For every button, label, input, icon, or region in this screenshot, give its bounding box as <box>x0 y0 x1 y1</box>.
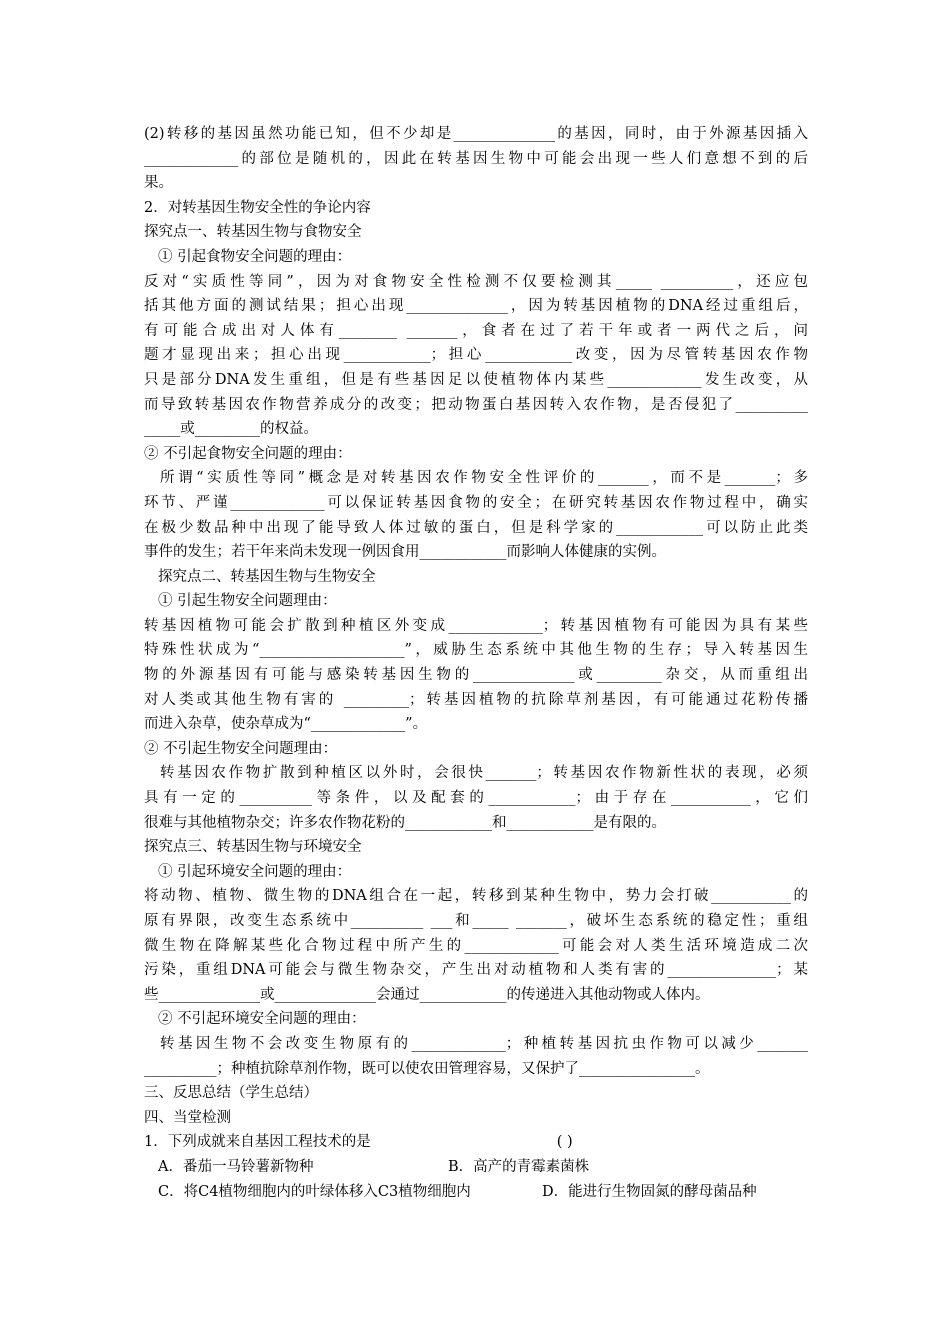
text-line: 只是部分DNA发生重组，但是有些基因足以使植物体内某些_____________发生改变，从 <box>144 371 808 388</box>
text-line: 原有界限，改变生态系统中__________ ___和_____ _______，破坏生态系统的稳定性；重组 <box>144 913 808 929</box>
text-line: 有可能合成出对人体有________ _______，食者在过了若干年或者一两代之后，问 <box>144 322 808 339</box>
text-line: 很难与其他植物杂交；许多农作物花粉的____________和____________是有限的。 <box>144 814 666 831</box>
question-stem-row <box>144 1130 808 1155</box>
text-line: 事件的发生；若干年来尚未发现一例因食用____________而影响人体健康的实例。 <box>144 544 666 561</box>
section-heading: 三、反思总结（学生总结） <box>144 1085 318 1102</box>
text-line: 反对“实质性等同”，因为对食物安全性检测不仅要检测其_____ __________，还应包 <box>144 273 808 290</box>
subheading: ② 不引起环境安全问题的理由： <box>158 1011 366 1028</box>
text-line: 转基因农作物扩散到种植区以外时，会很快_______；转基因农作物新性状的表现，必须 <box>160 765 808 782</box>
option-d: D．能进行生物固氮的酵母菌品种 <box>542 1183 757 1200</box>
text-line: 微生物在降解某些化合物过程中所产生的_____________可能会对人类生活环境造成二次 <box>144 937 808 954</box>
text-line: 污染，重组DNA可能会与微生物杂交，产生出对动植物和人类有害的_______________；某 <box>144 962 808 979</box>
option-c: C．将C4植物细胞内的叶绿体移入C3植物细胞内 <box>158 1183 471 1200</box>
section-heading: 四、当堂检测 <box>144 1109 231 1126</box>
subheading: ① 引起生物安全问题理由： <box>158 593 337 610</box>
text-line: 些______________或______________会通过____________的传递进入其他动物或人体内。 <box>144 986 710 1003</box>
text-line: 将动物、植物、微生物的DNA组合在一起，转移到某种生物中，势力会打破___________的 <box>144 888 808 905</box>
text-line: 而进入杂草，使杂草成为“_____________”。 <box>144 716 428 733</box>
text-line: _____或_________的权益。 <box>144 421 318 438</box>
text-line: 特殊性状成为“____________________”，威胁生态系统中其他生物的生存；导入转基因生 <box>144 642 808 659</box>
section-heading: 探究点二、转基因生物与生物安全 <box>158 568 376 585</box>
subheading: ① 引起食物安全问题的理由： <box>158 248 352 265</box>
section-heading: 2．对转基因生物安全性的争论内容 <box>144 199 371 216</box>
text-line: 在极少数品种中出现了能导致人体过敏的蛋白，但是科学家的____________可以防止此类 <box>144 519 808 536</box>
text-line: 而导致转基因农作物营养成分的改变；把动物蛋白基因转入农作物，是否侵犯了__________ <box>144 396 808 413</box>
text-line: (2)转移的基因虽然功能已知，但不少却是______________的基因，同时，由于外源基因插入 <box>144 126 808 142</box>
text-line: 题才显现出来；担心出现____________；担心____________改变，因为尽管转基因农作物 <box>144 347 808 364</box>
text-line: _____________的部位是随机的，因此在转基因生物中可能会出现一些人们意想不到的后 <box>144 150 808 167</box>
subheading: ② 不引起生物安全问题理由： <box>144 740 338 757</box>
subheading: ② 不引起食物安全问题的理由： <box>144 445 352 462</box>
subheading: ① 引起环境安全问题的理由： <box>158 863 352 880</box>
options-row <box>144 1180 808 1205</box>
text-line: 物的外源基因有可能与感染转基因生物的______________或_________杂交，从而重组出 <box>144 667 808 684</box>
text-line: __________；种植抗除草剂作物，既可以使农田管理容易，又保护了________________。 <box>144 1060 710 1077</box>
answer-bracket: ( ) <box>556 1134 573 1151</box>
text-line: 具有一定的__________等条件，以及配套的____________；由于存在___________，它们 <box>144 790 808 807</box>
document-page <box>144 122 808 1204</box>
text-line: 果。 <box>144 175 173 192</box>
text-line: 所谓“实质性等同”概念是对转基因农作物安全性评价的_______，而不是_______；多 <box>160 470 808 487</box>
section-heading: 探究点三、转基因生物与环境安全 <box>144 839 362 856</box>
options-row <box>144 1155 808 1180</box>
option-b: B．高产的青霉素菌株 <box>448 1158 590 1175</box>
text-line: 转基因生物不会改变生物原有的_____________；种植转基因抗虫作物可以减少_______ <box>160 1035 808 1052</box>
text-line: 转基因植物可能会扩散到种植区外变成_____________；转基因植物有可能因为具有某些 <box>144 617 808 634</box>
text-line: 对人类或其他生物有害的 _________；转基因植物的抗除草剂基因，有可能通过花粉传播 <box>144 691 808 708</box>
section-heading: 探究点一、转基因生物与食物安全 <box>144 224 362 241</box>
question-stem: 1．下列成就来自基因工程技术的是 <box>144 1134 371 1151</box>
text-line: 环节、严谨_____________可以保证转基因食物的安全；在研究转基因农作物过程中，确实 <box>144 494 808 511</box>
option-a: A．番茄一马铃薯新物种 <box>158 1158 314 1175</box>
text-line: 括其他方面的测试结果；担心出现______________，因为转基因植物的DNA经过重组后， <box>144 298 808 315</box>
